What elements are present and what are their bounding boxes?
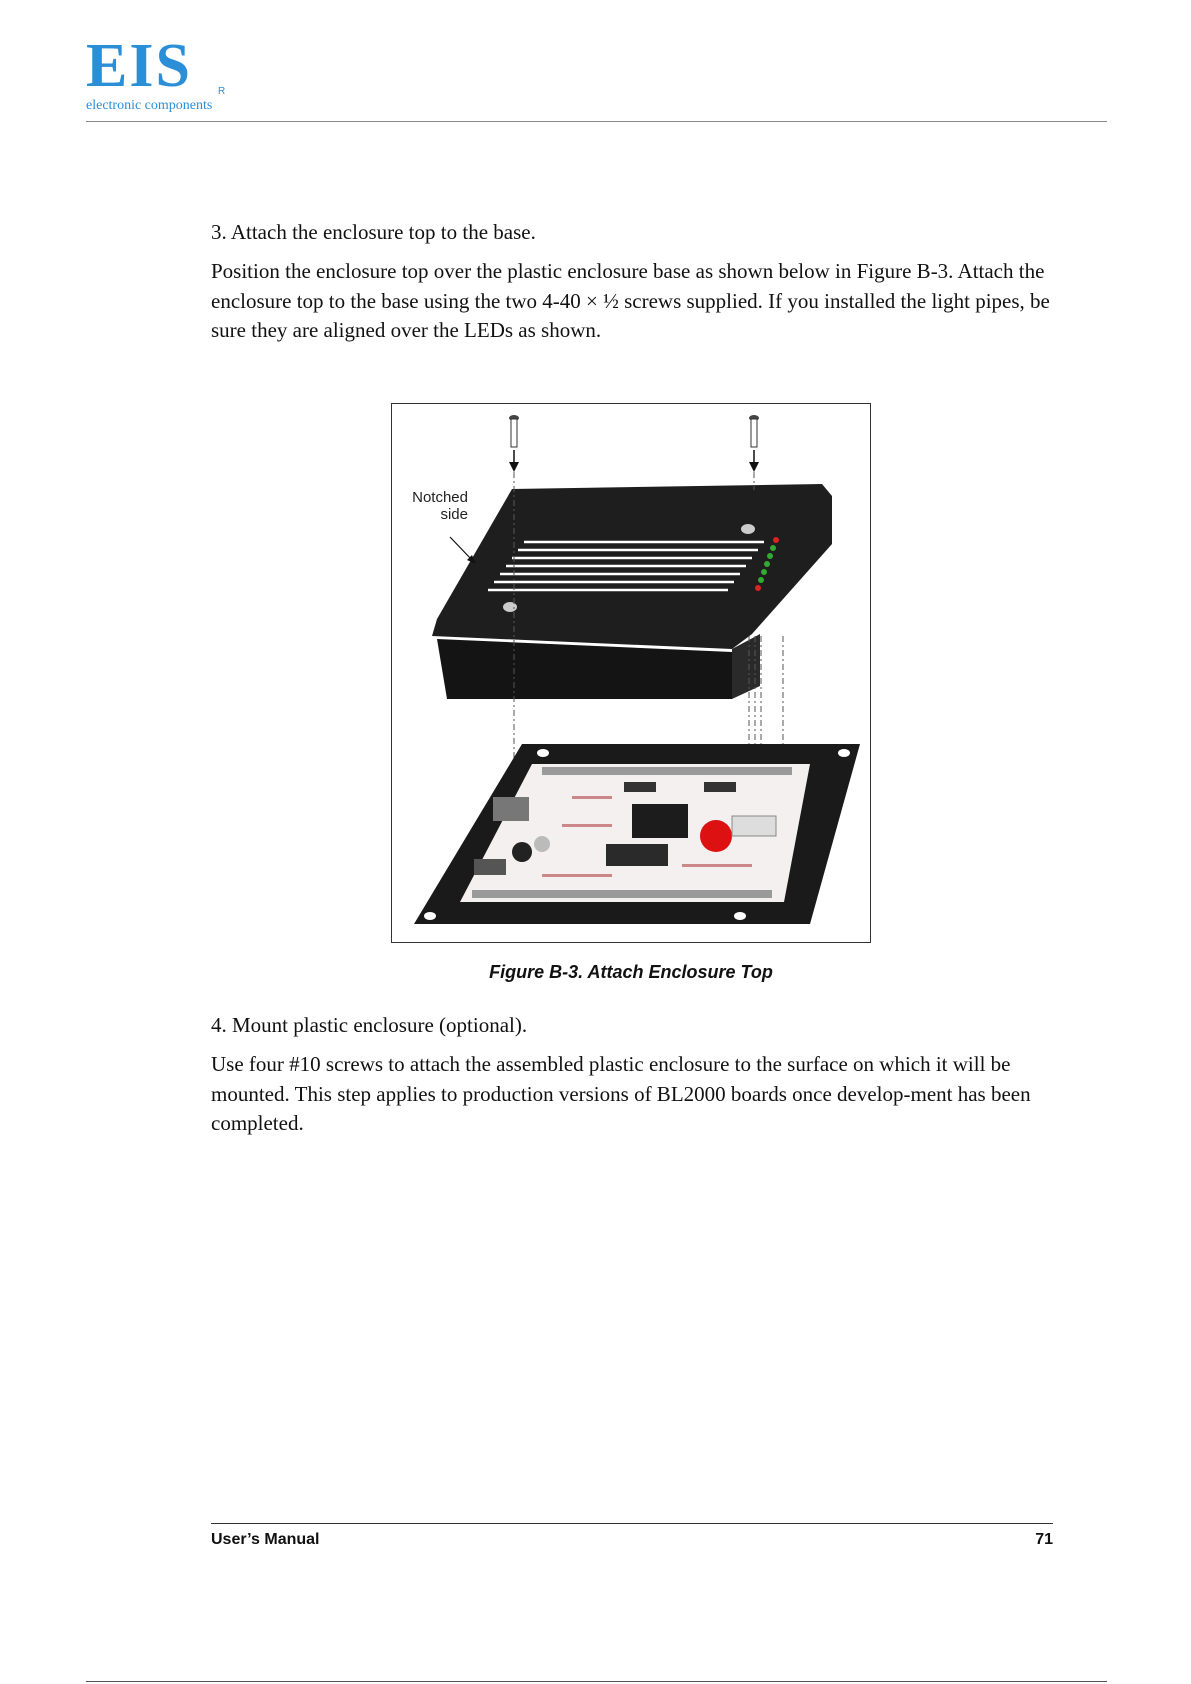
notched-label-line1: Notched [412, 489, 468, 506]
header-divider [86, 121, 1107, 122]
bottom-divider [86, 1681, 1107, 1682]
enclosure-top [432, 484, 832, 699]
footer-manual-title: User’s Manual [211, 1531, 320, 1548]
step-4-body: Use four #10 screws to attach the assembled plastic enclosure to the surface on which it will be mounted. This step applies to production versions of BL2000 boards once develop-ment has been completed. [211, 1052, 1031, 1135]
step-3-heading: 3. Attach the enclosure top to the base. [211, 220, 536, 244]
screw-left [509, 415, 519, 472]
logo-text: EIS [86, 32, 192, 100]
eis-logo [86, 34, 236, 114]
step-4-heading: 4. Mount plastic enclosure (optional). [211, 1013, 528, 1037]
screw-right [749, 415, 759, 472]
enclosure-base [414, 744, 860, 924]
logo-subtitle: electronic components [86, 98, 213, 113]
figure-attach-enclosure [391, 403, 871, 943]
registered-mark: R [218, 86, 226, 97]
notched-arrow [450, 537, 472, 560]
enclosure-illustration [392, 404, 870, 942]
notched-label-line2: side [440, 506, 468, 523]
footer-divider [211, 1523, 1053, 1524]
page-number: 71 [1035, 1531, 1053, 1548]
step-3-body: Position the enclosure top over the plastic enclosure base as shown below in Figure B-3. Attach the enclosure top to the base using the two 4-40 × ½ screws supplied. If you installed the light pipes, be sure they are aligned over the LEDs as shown. [211, 259, 1050, 342]
figure-caption: Figure B-3. Attach Enclosure Top [489, 962, 773, 982]
